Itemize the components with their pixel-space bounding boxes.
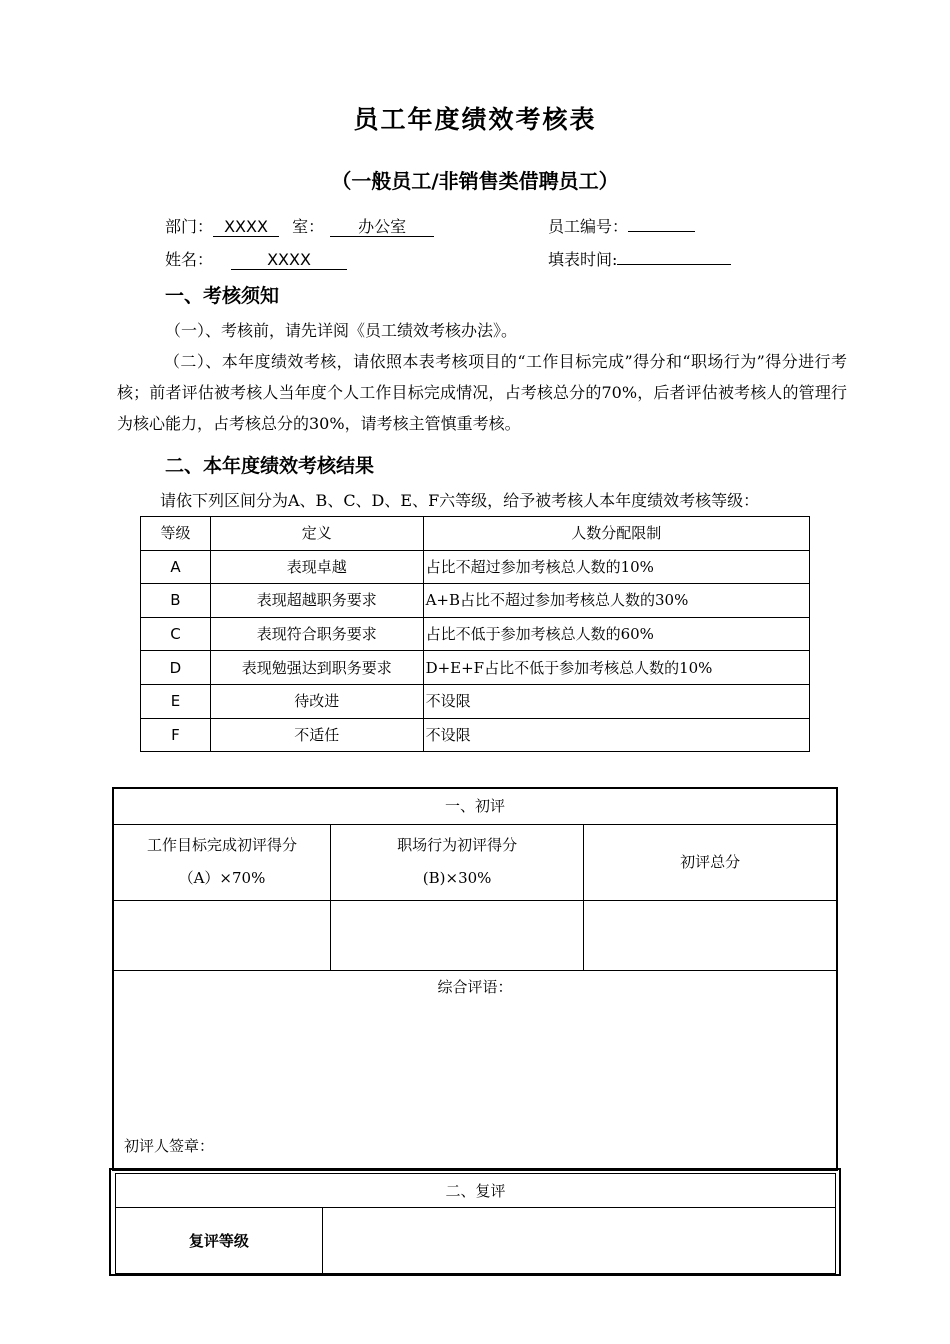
- total-score-input[interactable]: [584, 900, 837, 970]
- goal-score-header: [113, 824, 330, 900]
- emp-no-field: [548, 214, 695, 237]
- behavior-score-line2: (B)×30%: [422, 869, 492, 887]
- initial-review-heading: 一、初评: [113, 788, 837, 824]
- grade-cell: F: [141, 718, 211, 752]
- table-row: [141, 584, 810, 618]
- behavior-score-header: [330, 824, 583, 900]
- second-review-table: [115, 1173, 836, 1274]
- grade-cell: C: [141, 617, 211, 651]
- fill-time-value[interactable]: [617, 264, 731, 265]
- name-label: 姓名：: [165, 250, 214, 269]
- emp-no-value[interactable]: [628, 231, 695, 232]
- definition-cell: 表现超越职务要求: [210, 584, 423, 618]
- definition-cell: 待改进: [210, 684, 423, 718]
- grade-cell: A: [141, 550, 211, 584]
- review-grade-input[interactable]: [322, 1208, 835, 1274]
- page-title: 员工年度绩效考核表: [353, 105, 597, 134]
- second-review-heading: 二、复评: [116, 1174, 836, 1208]
- room-value[interactable]: 办公室: [330, 218, 434, 237]
- definition-cell: 表现符合职务要求: [210, 617, 423, 651]
- grade-cell: D: [141, 651, 211, 685]
- limit-cell: 占比不超过参加考核总人数的10%: [423, 550, 809, 584]
- behavior-score-line1: 职场行为初评得分: [397, 836, 518, 854]
- dept-value[interactable]: XXXX: [213, 218, 279, 237]
- grade-table: [140, 516, 810, 752]
- goal-score-input[interactable]: [113, 900, 330, 970]
- name-value[interactable]: XXXX: [231, 251, 347, 270]
- header-limit: 人数分配限制: [423, 517, 809, 551]
- definition-cell: 表现卓越: [210, 550, 423, 584]
- signature-label: 初评人签章：: [124, 1137, 215, 1155]
- fill-time-field: [548, 247, 731, 270]
- header-definition: 定义: [210, 517, 423, 551]
- dept-field: [165, 214, 434, 237]
- section2-heading: 二、本年度绩效考核结果: [165, 455, 375, 477]
- limit-cell: D+E+F占比不低于参加考核总人数的10%: [423, 651, 809, 685]
- review-grade-label: 复评等级: [116, 1208, 323, 1274]
- comment-area[interactable]: [113, 970, 837, 1170]
- dept-label: 部门：: [165, 217, 214, 236]
- section2-intro: 请依下列区间分为A、B、C、D、E、F六等级，给予被考核人本年度绩效考核等级：: [160, 491, 760, 510]
- page-subtitle: （一般员工/非销售类借聘员工）: [331, 169, 619, 193]
- table-row: [141, 617, 810, 651]
- grade-cell: E: [141, 684, 211, 718]
- name-field: [165, 247, 347, 270]
- table-row: [141, 718, 810, 752]
- table-row: [141, 651, 810, 685]
- goal-score-line1: 工作目标完成初评得分: [146, 836, 297, 854]
- grade-cell: B: [141, 584, 211, 618]
- limit-cell: 不设限: [423, 684, 809, 718]
- section1-item2: （二）、本年度绩效考核，请依照本表考核项目的“工作目标完成”得分和“职场行为”得分进行考核；前者评估被考核人当年度个人工作目标完成情况，占考核总分的70%，后者评估被考核人的管理行为核心能力，占考核总分的30%，请考核主管慎重考核。: [117, 352, 847, 433]
- definition-cell: 不适任: [210, 718, 423, 752]
- limit-cell: 不设限: [423, 718, 809, 752]
- comment-label: 综合评语：: [437, 977, 513, 996]
- definition-cell: 表现勉强达到职务要求: [210, 651, 423, 685]
- goal-score-line2: （A）×70%: [178, 869, 266, 887]
- room-label: 室：: [292, 217, 325, 236]
- section1-item1: （一）、考核前，请先详阅《员工绩效考核办法》。: [165, 321, 518, 340]
- header-grade: 等级: [141, 517, 211, 551]
- table-row: [141, 550, 810, 584]
- fill-time-label: 填表时间:: [548, 250, 618, 269]
- total-score-header: 初评总分: [584, 824, 837, 900]
- behavior-score-input[interactable]: [330, 900, 583, 970]
- grade-table-header: [141, 517, 810, 551]
- limit-cell: 占比不低于参加考核总人数的60%: [423, 617, 809, 651]
- section1-heading: 一、考核须知: [165, 285, 280, 307]
- initial-review-table: [112, 787, 838, 1171]
- emp-no-label: 员工编号：: [548, 217, 629, 236]
- table-row: [141, 684, 810, 718]
- limit-cell: A+B占比不超过参加考核总人数的30%: [423, 584, 809, 618]
